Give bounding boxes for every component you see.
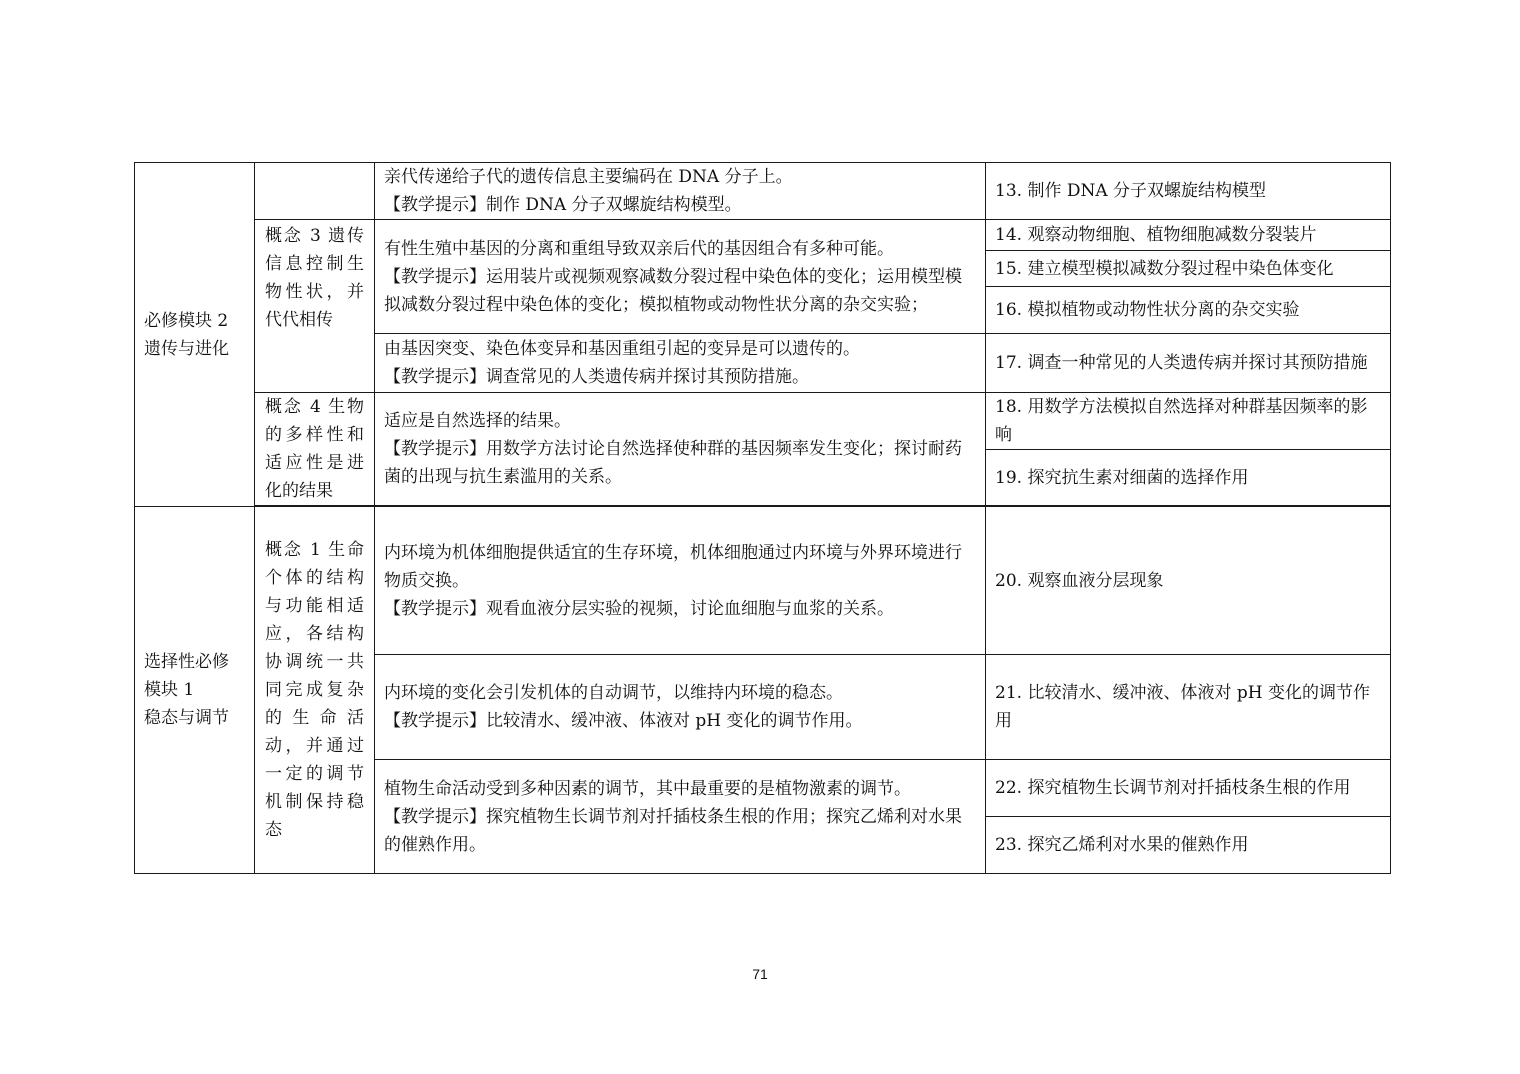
experiment-18: 18. 用数学方法模拟自然选择对种群基因频率的影响 xyxy=(986,393,1391,450)
experiment-17: 17. 调查一种常见的人类遗传病并探讨其预防措施 xyxy=(986,334,1391,393)
content-natural-selection: 适应是自然选择的结果。 【教学提示】用数学方法讨论自然选择使种群的基因频率发生变化；探讨耐药菌的出现与抗生素滥用的关系。 xyxy=(375,393,986,506)
experiment-21: 21. 比较清水、缓冲液、体液对 pH 变化的调节作用 xyxy=(986,655,1391,760)
experiment-19: 19. 探究抗生素对细菌的选择作用 xyxy=(986,450,1391,506)
concept-4-cell: 概念 4 生物的多样性和适应性是进化的结果 xyxy=(255,393,375,506)
experiment-15: 15. 建立模型模拟减数分裂过程中染色体变化 xyxy=(986,251,1391,287)
experiment-20: 20. 观察血液分层现象 xyxy=(986,507,1391,655)
content-dna-encoding: 亲代传递给子代的遗传信息主要编码在 DNA 分子上。 【教学提示】制作 DNA 分子双螺旋结构模型。 xyxy=(375,163,986,220)
content-meiosis: 有性生殖中基因的分离和重组导致双亲后代的基因组合有多种可能。 【教学提示】运用装片或视频观察减数分裂过程中染色体的变化；运用模型模拟减数分裂过程中染色体的变化；模拟植物或动物性状分离的杂交实验； xyxy=(375,220,986,334)
experiment-23: 23. 探究乙烯利对水果的催熟作用 xyxy=(986,817,1391,874)
experiment-22: 22. 探究植物生长调节剂对扦插枝条生根的作用 xyxy=(986,760,1391,817)
content-internal-environment: 内环境为机体细胞提供适宜的生存环境，机体细胞通过内环境与外界环境进行物质交换。 【教学提示】观看血液分层实验的视频，讨论血细胞与血浆的关系。 xyxy=(375,507,986,655)
experiment-14: 14. 观察动物细胞、植物细胞减数分裂装片 xyxy=(986,220,1391,251)
concept-3-cell: 概念 3 遗传信息控制生物性状，并代代相传 xyxy=(255,220,375,393)
module-cell-genetics-evolution: 必修模块 2 遗传与进化 xyxy=(135,163,255,507)
experiment-13: 13. 制作 DNA 分子双螺旋结构模型 xyxy=(986,163,1391,220)
curriculum-table xyxy=(134,162,1391,874)
content-homeostasis: 内环境的变化会引发机体的自动调节，以维持内环境的稳态。 【教学提示】比较清水、缓冲液、体液对 pH 变化的调节作用。 xyxy=(375,655,986,760)
concept-blank-cell xyxy=(255,163,375,220)
module-cell-homeostasis: 选择性必修模块 1 稳态与调节 xyxy=(135,507,255,874)
concept-1-cell: 概念 1 生命个体的结构与功能相适应，各结构协调统一共同完成复杂的生命活动，并通过一定的调节机制保持稳态 xyxy=(255,507,375,874)
content-plant-hormones: 植物生命活动受到多种因素的调节，其中最重要的是植物激素的调节。 【教学提示】探究植物生长调节剂对扦插枝条生根的作用；探究乙烯利对水果的催熟作用。 xyxy=(375,760,986,874)
experiment-16: 16. 模拟植物或动物性状分离的杂交实验 xyxy=(986,287,1391,334)
content-heritable-variation: 由基因突变、染色体变异和基因重组引起的变异是可以遗传的。 【教学提示】调查常见的人类遗传病并探讨其预防措施。 xyxy=(375,334,986,393)
page-number: 71 xyxy=(752,966,768,982)
